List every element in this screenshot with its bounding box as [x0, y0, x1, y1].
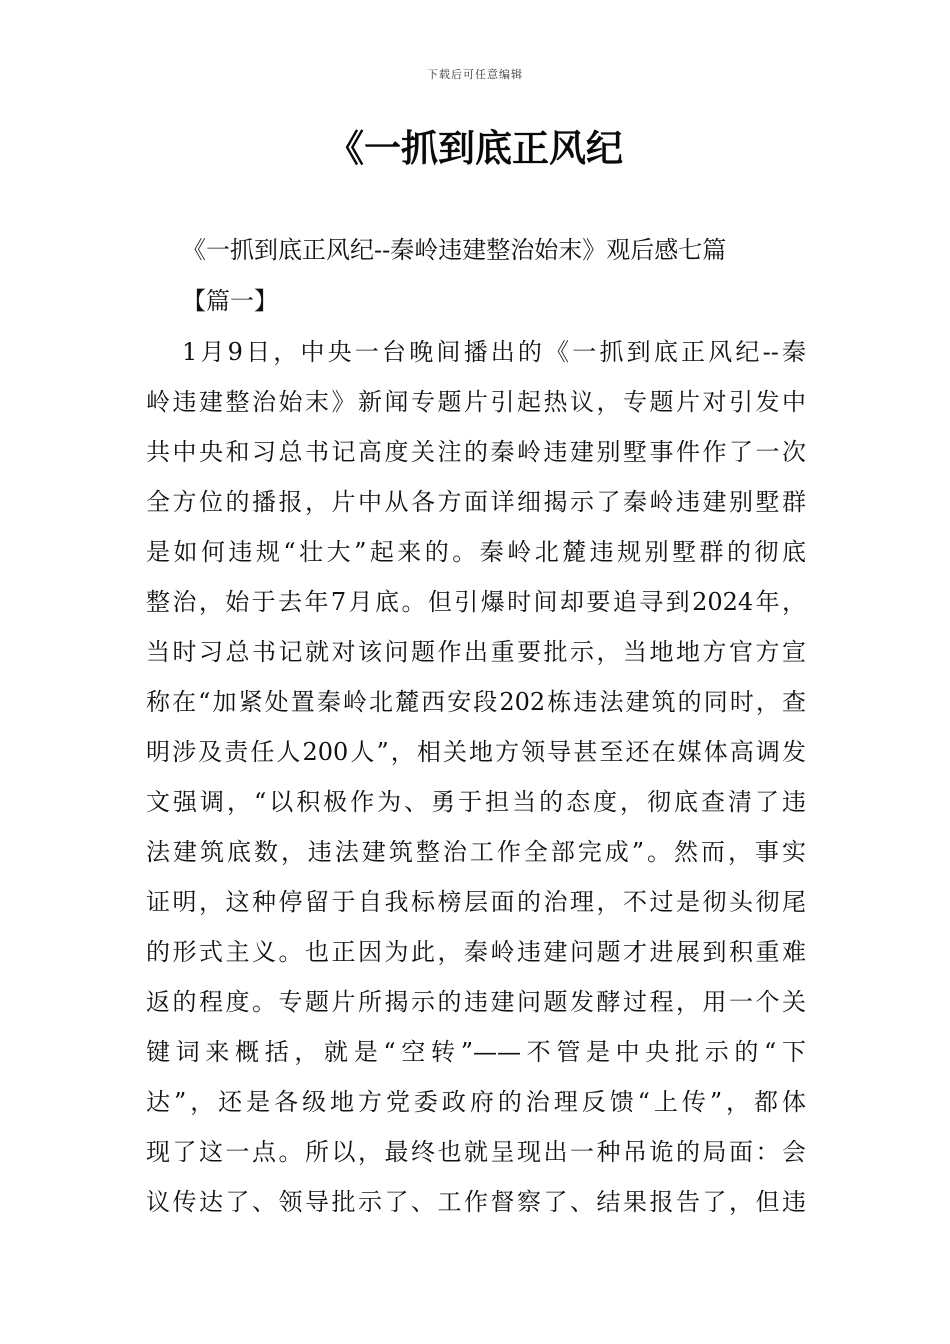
- body-line: 文强调，“以积极作为、勇于担当的态度，彻底查清了违: [146, 788, 806, 816]
- body-line: 当时习总书记就对该问题作出重要批示，当地地方官方宣: [146, 638, 806, 666]
- body-line: 岭违建整治始末》新闻专题片引起热议，专题片对引发中: [146, 388, 806, 416]
- body-line: 称在“加紧处置秦岭北麓西安段202栋违法建筑的同时，查: [146, 688, 806, 716]
- body-line: 1月9日，中央一台晚间播出的《一抓到底正风纪--秦: [182, 338, 806, 366]
- body-line: 达”，还是各级地方党委政府的治理反馈“上传”，都体: [146, 1088, 806, 1116]
- document-title: 《一抓到底正风纪: [327, 127, 623, 170]
- section-label: 【篇一】: [182, 287, 278, 315]
- body-line: 整治，始于去年7月底。但引爆时间却要追寻到2024年，: [146, 588, 806, 616]
- body-line: 是如何违规“壮大”起来的。秦岭北麓违规别墅群的彻底: [146, 538, 806, 566]
- body-line: 的形式主义。也正因为此，秦岭违建问题才进展到积重难: [146, 938, 806, 966]
- header-note: 下载后可任意编辑: [427, 68, 523, 81]
- body-line: 现了这一点。所以，最终也就呈现出一种吊诡的局面：会: [146, 1138, 806, 1166]
- body-line: 返的程度。专题片所揭示的违建问题发酵过程，用一个关: [146, 988, 806, 1016]
- document-subtitle: 《一抓到底正风纪--秦岭违建整治始末》观后感七篇: [182, 236, 727, 264]
- body-paragraph: [146, 334, 806, 1234]
- body-line: 证明，这种停留于自我标榜层面的治理，不过是彻头彻尾: [146, 888, 806, 916]
- body-line: 全方位的播报，片中从各方面详细揭示了秦岭违建别墅群: [146, 488, 806, 516]
- body-line: 议传达了、领导批示了、工作督察了、结果报告了，但违: [146, 1188, 806, 1216]
- body-line: 法建筑底数，违法建筑整治工作全部完成”。然而，事实: [146, 838, 806, 866]
- body-line: 共中央和习总书记高度关注的秦岭违建别墅事件作了一次: [146, 438, 806, 466]
- body-line: 键词来概括，就是“空转”——不管是中央批示的“下: [146, 1038, 806, 1066]
- body-line: 明涉及责任人200人”，相关地方领导甚至还在媒体高调发: [146, 738, 806, 766]
